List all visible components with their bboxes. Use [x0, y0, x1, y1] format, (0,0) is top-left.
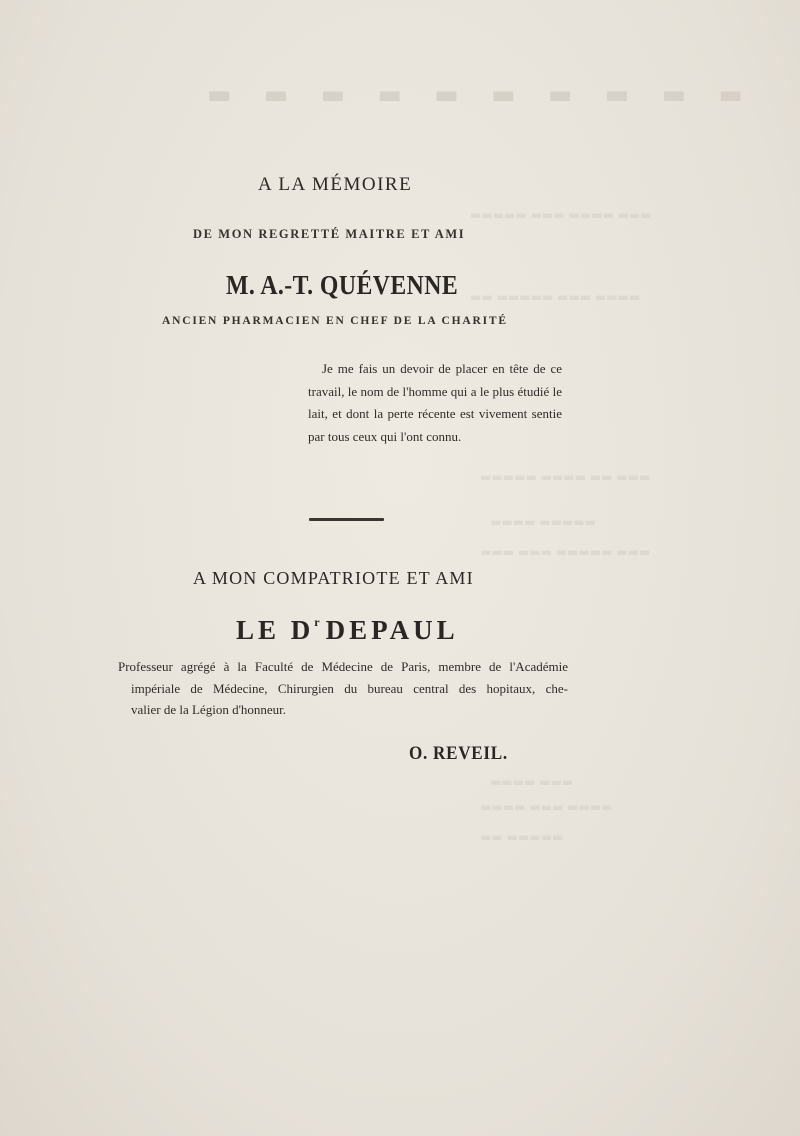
dedication-title: A LA MÉMOIRE — [258, 174, 413, 195]
description-line: valier de la Légion d'honneur. — [131, 702, 287, 717]
dedication-subtitle: DE MON REGRETTÉ MAITRE ET AMI — [193, 227, 466, 241]
honoree-description — [118, 656, 568, 721]
author-signature: O. REVEIL. — [409, 743, 508, 764]
honoree-name: M. A.-T. QUÉVENNE — [226, 270, 459, 300]
bleed-through-line: ▬▬▬ ▬▬▬▬ — [490, 775, 574, 789]
bleed-through-line: ▬▬▬▬▬ ▬▬▬▬ — [490, 515, 596, 529]
bleed-through-line: ▬▬▬▬ ▬▬▬ ▬▬▬▬▬ ▬▬ — [470, 290, 641, 304]
second-dedication-title: A MON COMPATRIOTE ET AMI — [193, 568, 474, 588]
description-line: impériale de Médecine, Chirurgien du bureau central des hopitaux, che- — [131, 680, 568, 696]
section-divider — [309, 518, 384, 521]
bleed-through-line: ▬▬▬ ▬▬▬▬▬ ▬▬▬ ▬▬▬ — [480, 545, 651, 559]
bleed-through-heading: ▬ ▬ ▬ ▬ ▬ ▬ ▬ ▬ ▬ ▬ — [195, 80, 744, 110]
bleed-through-line: ▬▬▬ ▬▬▬▬ ▬▬▬ ▬▬▬▬▬ — [470, 208, 652, 222]
bleed-through-line: ▬▬▬ ▬▬ ▬▬▬▬ ▬▬▬▬▬ — [480, 470, 651, 484]
honoree-surname: DEPAUL — [325, 615, 459, 645]
second-honoree-name — [236, 615, 459, 646]
description-line: Professeur agrégé à la Faculté de Médecine de Paris, membre de l'Académie — [118, 659, 568, 674]
honoree-role: ANCIEN PHARMACIEN EN CHEF DE LA CHARITÉ — [162, 315, 508, 327]
dedication-note: Je me fais un devoir de placer en tête de ce travail, le nom de l'homme qui a le plus étudié le lait, et dont la perte récente est vivement sentie par tous ceux qui l'ont connu. — [308, 361, 562, 444]
bleed-through-line: ▬▬▬▬ ▬▬▬ ▬▬▬▬ — [480, 800, 613, 814]
honoree-prefix: LE D — [236, 615, 315, 645]
honoree-superscript: r — [314, 615, 320, 629]
bleed-through-line: ▬▬▬▬▬ ▬▬ — [480, 830, 564, 844]
